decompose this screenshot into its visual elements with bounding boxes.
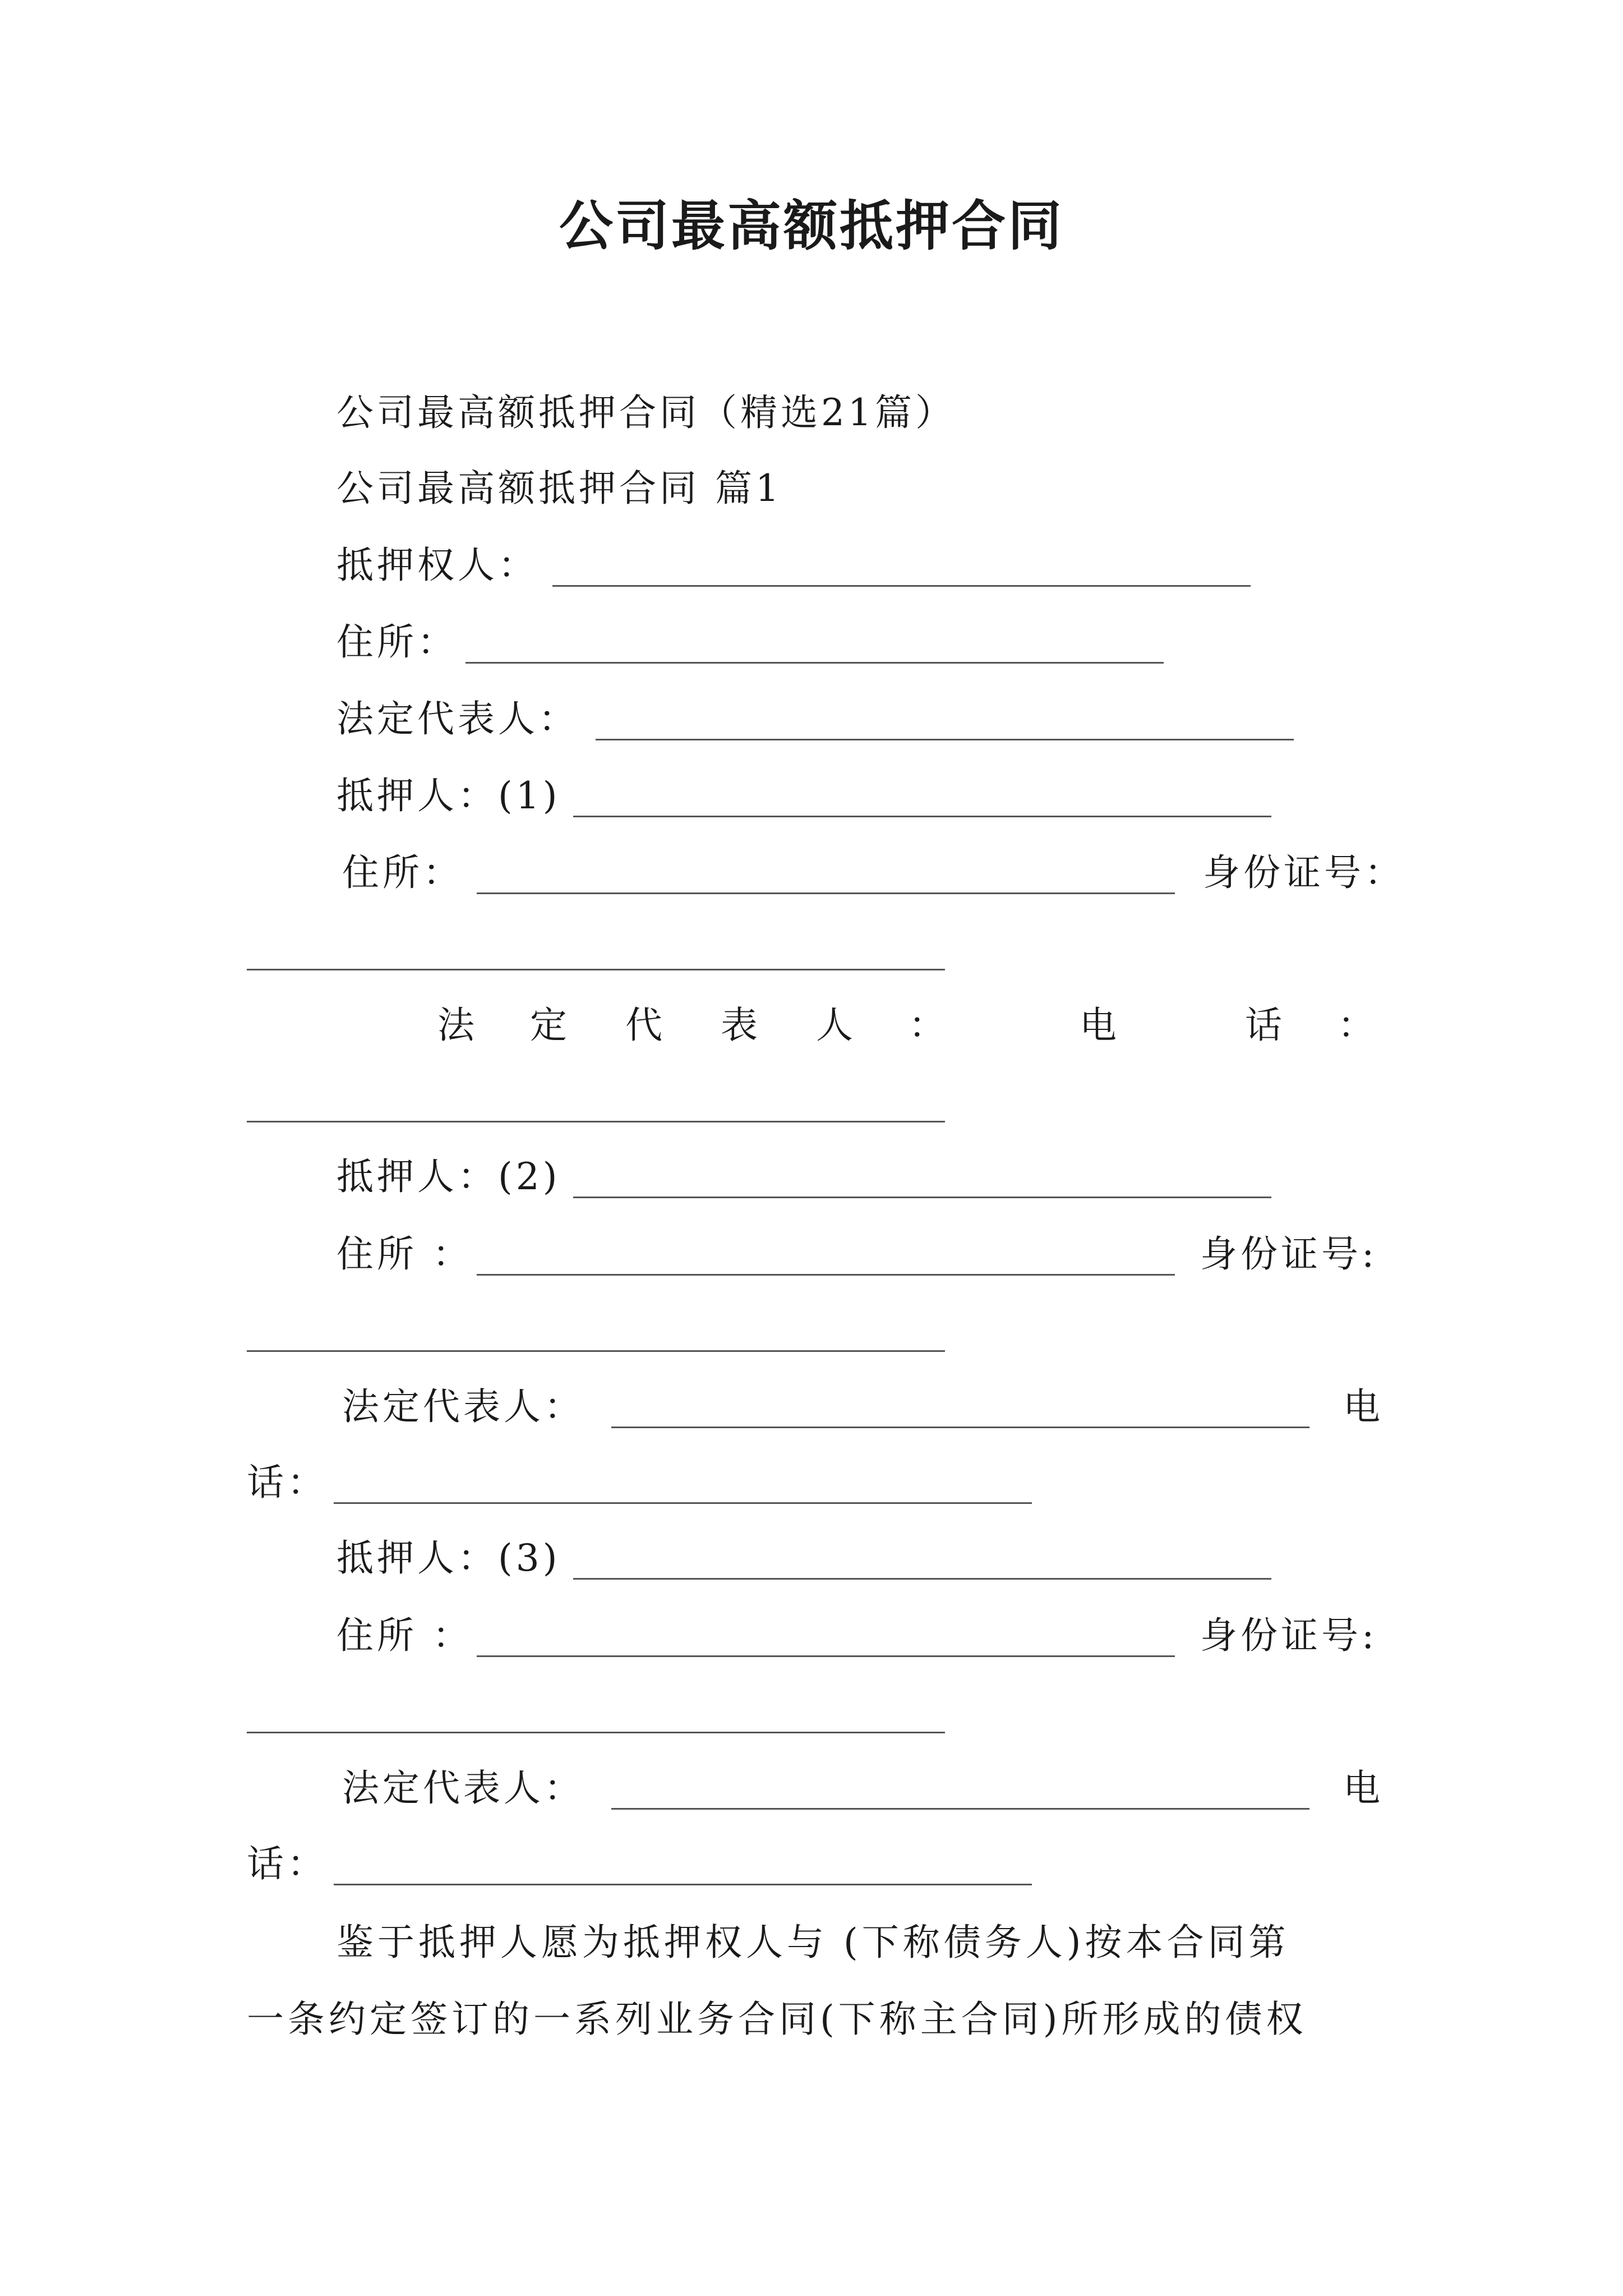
mortgagor-1-label: 抵押人：(1) xyxy=(336,774,561,817)
phone-3-blank xyxy=(334,1884,1032,1885)
address-4-blank xyxy=(477,1655,1175,1657)
legal-rep-3-blank xyxy=(611,1808,1310,1810)
spread-char: 话 xyxy=(1245,1004,1282,1047)
spread-char: 代 xyxy=(625,1004,662,1047)
phone-label-b: 话： xyxy=(247,1842,328,1885)
subtitle: 公司最高额抵押合同（精选21篇） xyxy=(336,391,956,434)
document-title: 公司最高额抵押合同 xyxy=(559,194,1064,257)
spread-char: 电 xyxy=(1080,1004,1117,1047)
mortgagor-2-label: 抵押人：(2) xyxy=(336,1155,561,1198)
spread-char: 法 xyxy=(437,1004,474,1047)
legal-rep-2-blank xyxy=(611,1427,1310,1428)
mortgagor-1-blank xyxy=(573,816,1271,817)
spread-char: 定 xyxy=(530,1004,567,1047)
phone-blank xyxy=(247,1121,945,1122)
phone-label: 话： xyxy=(247,1461,328,1504)
id-number-blank xyxy=(247,969,945,970)
paragraph-line-2: 一条约定签订的一系列业务合同(下称主合同)所形成的债权 xyxy=(247,1998,1307,2041)
phone-label-char: 电 xyxy=(1343,1385,1384,1428)
spread-char: 表 xyxy=(721,1004,758,1047)
legal-rep-label-2: 法定代表人： xyxy=(342,1385,584,1428)
address-blank xyxy=(465,662,1164,664)
id-number-3-blank xyxy=(247,1732,945,1733)
mortgagor-3-label: 抵押人：(3) xyxy=(336,1536,561,1580)
address-2-blank xyxy=(477,892,1175,894)
mortgagee-blank xyxy=(552,585,1251,587)
address-label-3: 住所 ： xyxy=(336,1232,473,1276)
id-number-label-2: 身份证号: xyxy=(1200,1232,1378,1276)
phone-label-char-b: 电 xyxy=(1343,1766,1384,1810)
id-number-2-blank xyxy=(247,1350,945,1352)
address-label-2: 住所： xyxy=(342,851,463,894)
spread-char: 人 xyxy=(816,1004,853,1047)
id-number-label: 身份证号： xyxy=(1203,851,1405,894)
id-number-label-3: 身份证号: xyxy=(1200,1614,1378,1657)
address-3-blank xyxy=(477,1274,1175,1276)
address-label: 住所： xyxy=(336,620,458,664)
legal-rep-blank xyxy=(596,739,1294,740)
mortgagor-3-blank xyxy=(573,1578,1271,1580)
spread-char: ： xyxy=(909,1004,946,1047)
section-heading: 公司最高额抵押合同 篇1 xyxy=(336,467,782,510)
mortgagor-2-blank xyxy=(573,1197,1271,1198)
address-label-4: 住所 ： xyxy=(336,1614,473,1657)
spread-char: ： xyxy=(1338,1004,1375,1047)
mortgagee-label: 抵押权人： xyxy=(336,544,538,587)
legal-rep-label: 法定代表人： xyxy=(336,697,579,740)
paragraph-line-1: 鉴于抵押人愿为抵押权人与 (下称债务人)按本合同第 xyxy=(336,1921,1290,1964)
phone-2-blank xyxy=(334,1502,1032,1504)
legal-rep-label-3: 法定代表人： xyxy=(342,1766,584,1810)
